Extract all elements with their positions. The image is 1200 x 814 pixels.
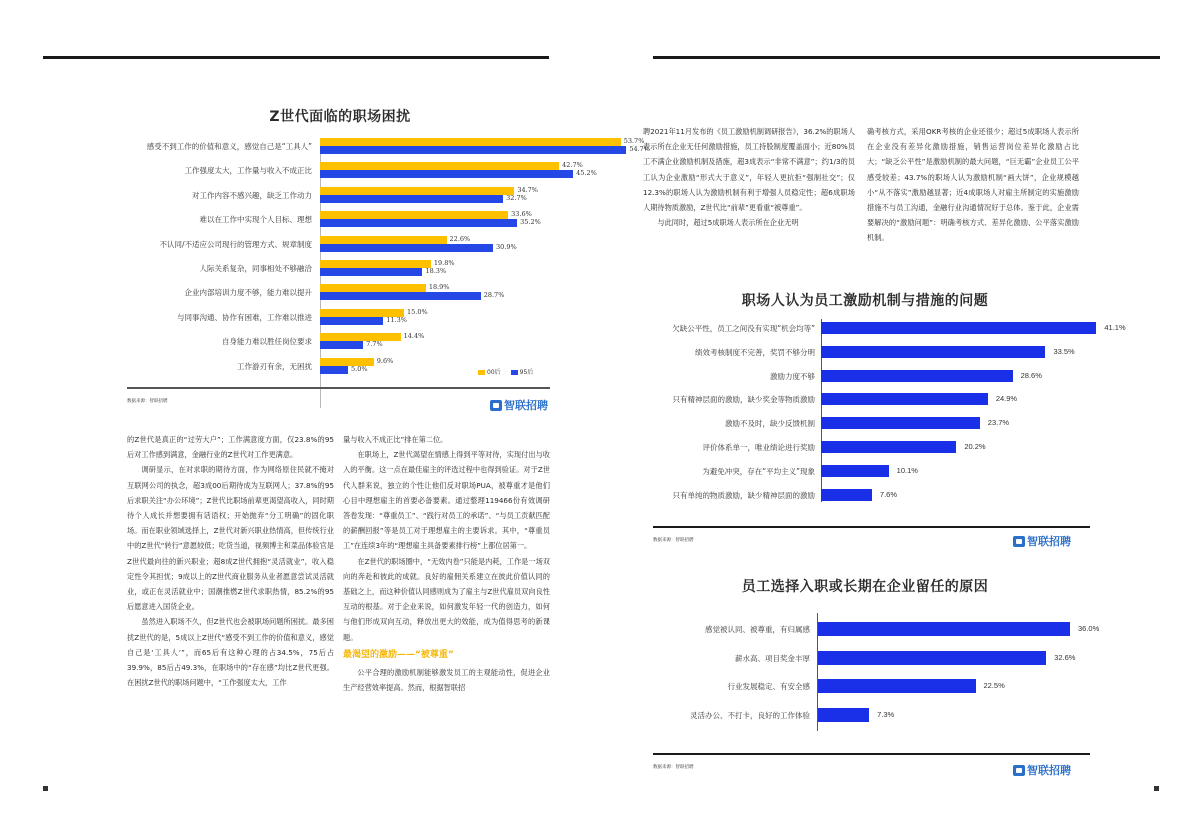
bar-label: 与同事沟通、协作有困难，工作难以推进 (177, 312, 312, 322)
bar-95 (320, 317, 383, 325)
bar-00 (320, 138, 621, 146)
paragraph: 与此同时，超过5成职场人表示所在企业无明 (657, 218, 799, 228)
bar-00 (320, 187, 514, 195)
brand-icon (1013, 765, 1025, 776)
top-rule (43, 56, 549, 59)
top-rule (653, 56, 1160, 59)
bar-value: 7.3% (877, 709, 895, 719)
bar-label: 为避免冲突，存在“平均主义”现象 (702, 466, 815, 476)
bar-value: 20.2% (964, 442, 986, 451)
brand-icon (1013, 536, 1025, 547)
bar-95 (320, 268, 422, 276)
page-number-marker (1154, 786, 1159, 791)
chart-title: Z世代面临的职场困扰 (269, 109, 411, 125)
bar (818, 708, 869, 722)
bar-00 (320, 211, 508, 219)
bar-00 (320, 236, 447, 244)
bar-value: 22.5% (983, 681, 1005, 691)
bar-value: 33.6% (511, 210, 532, 219)
paragraph: 的Z世代是真正的“过劳大户”；工作满意度方面，仅23.8%的95后对工作感到满意，金融行业的Z世代对工作更满意。 (127, 435, 334, 460)
bar-00 (320, 333, 401, 341)
brand-logo: 智联招聘 (1013, 533, 1071, 549)
bar-value: 14.4% (403, 332, 425, 341)
bar (821, 370, 1013, 382)
bar (821, 441, 956, 453)
bar-value: 22.6% (449, 234, 471, 243)
bar-label: 行业发展稳定、有安全感 (727, 682, 810, 692)
chart-retention-reasons (640, 568, 1100, 748)
bar-value: 11.3% (386, 315, 407, 324)
source-text: 数据来源：智联招聘 (653, 765, 694, 770)
legend-item-95: 95后 (511, 367, 534, 376)
right-page (600, 0, 1200, 814)
bar-value: 34.7% (517, 185, 538, 194)
bar-label: 难以在工作中实现个人目标、理想 (199, 215, 312, 225)
bar-value: 10.1% (896, 465, 918, 475)
bar-95 (320, 195, 503, 203)
article-column-2 (867, 124, 1079, 246)
chart-title: 员工选择入职或长期在企业留任的原因 (741, 579, 989, 595)
bar (818, 651, 1046, 665)
chart-incentive-mechanism-problems (640, 282, 1126, 512)
bar-value: 45.2% (576, 169, 597, 178)
bar-label: 只有精神层面的激励，缺少奖金等物质激励 (672, 395, 815, 405)
paragraph: 在Z世代的职场圈中，“无效内卷”只能是内耗，工作是一场双向的奔赴和彼此的成就。良好的雇佣关系建立在彼此价值认同的基础之上，而这种价值认同感则成为了雇主与Z世代雇员双向良性互动的根基。对于企业来说，如何激发年轻一代的创造力，如何与他们形成双向互动，释放出更大的效能，成为值得思考的新课题。 (343, 556, 550, 642)
bar-label: 自身能力难以胜任岗位要求 (222, 337, 312, 347)
bar (821, 417, 980, 429)
bar-value: 30.9% (496, 242, 517, 251)
bar-value: 19.8% (433, 259, 455, 267)
source-rule (127, 387, 550, 389)
bar (821, 346, 1045, 358)
bar-value: 53.7% (623, 137, 645, 145)
bar-00 (320, 284, 426, 292)
bar-value: 28.7% (483, 291, 505, 300)
bar-value: 33.5% (1053, 346, 1075, 356)
bar-value: 28.6% (1020, 370, 1042, 380)
bar-95 (320, 366, 348, 374)
legend-item-00: 00后 (478, 367, 501, 376)
bar-value: 18.3% (425, 267, 447, 275)
source-rule (653, 526, 1090, 528)
bar-label: 评价体系单一，唯业绩论进行奖励 (702, 443, 815, 452)
bar-label: 感觉被认同、被尊重，有归属感 (705, 625, 810, 634)
bar-value: 32.7% (506, 193, 527, 202)
paragraph: 虽然进入职场不久，但Z世代也会被职场问题所困扰。最多困扰Z世代的是，5成以上Z世代“感受不到工作的价值和意义，感觉自己是‘工具人’”，而65后有这种心理的占34.5%，75后占39.9%，85后占49.3%，在职场中的“存在感”均比Z世代更强。在困扰Z世代的职场问题中，“工作强度太大，工作 (127, 617, 334, 688)
bar-label: 只有单纯的物质激励，缺少精神层面的激励 (672, 490, 815, 500)
bar-label: 欠缺公平性，员工之间没有实现“机会均等” (672, 324, 815, 333)
bar-95 (320, 219, 517, 227)
paragraph: 聘2021年11月发布的《员工激励机制调研报告》，36.2%的职场人表示所在企业无任何激励措施，员工持股制度覆盖面小；近80%员工不满企业激励机制及措施，超3成表示“非常不满意”；约1/3的员工认为企业激励“形式大于意义”，年轻人更抗拒“强制社交”；仅12.3%的职场人认为激励机制有利于增强人员稳定性；超6成职场人期待物质激励，Z世代比“前辈”更看重“被尊重”。 (643, 127, 855, 213)
brand-logo: 智联招聘 (490, 397, 548, 413)
bar-label: 感受不到工作的价值和意义，感觉自己是“工具人” (146, 142, 312, 151)
bar-label: 工作游刃有余，无困扰 (237, 361, 312, 371)
chart-z-generation-workplace-troubles (120, 100, 650, 400)
paragraph: 调研显示，在对求职的期待方面，作为网络原住民就不掩对互联网公司的执念，超3成00后期待成为互联网人；37.8%的95后求职关注“办公环境”；Z世代比职场前辈更渴望高收入，同时期待个人成长并想要拥有话语权；开始抛弃“分工明确”的固化职场。而在职业领域选择上，Z世代对新兴职业热情高，但传统行业中的Z世代“转行”意愿较低；吃货当道，视频博主和菜品体验官是Z世代最向往的新兴职业；超8成Z世代拥抱“灵活就业”，收入稳定性令其担忧；9成以上的Z世代商业服务从业者愿意尝试灵活就业，或正在灵活就业中；国潮推燃Z世代求职热情，85.2%的95后愿意进入国货企业。 (127, 465, 334, 612)
paragraph: 公平合理的激励机制能够激发员工的主观能动性，促进企业生产经营效率提高。然而，根据智联招 (343, 667, 550, 693)
bar-label: 激励不及时，缺少反馈机制 (725, 419, 815, 429)
bar-95 (320, 244, 493, 252)
bar-value: 5.0% (351, 364, 368, 373)
bar-label: 人际关系复杂，同事相处不够融洽 (199, 264, 312, 273)
bar-value: 18.9% (428, 283, 450, 292)
paragraph: 确考核方式，采用OKR考核的企业还很少；超过5成职场人表示所在企业没有差异化激励措施，销售运营岗位差异化激励占比大；“缺乏公平性”是激励机制的最大问题，“巨无霸”企业员工公平感受较差；43.7%的职场人认为激励机制“画大饼”，企业规模越小“从不落实”激励越显著；近4成职场人对雇主所制定的实施激励措施不与员工沟通，金融行业沟通情况好于总体。鉴于此，企业需要解决的“激励问题”：明确考核方式、差异化激励、公平落实激励机制。 (867, 127, 1079, 243)
bar-00 (320, 260, 431, 268)
chart-title: 职场人认为员工激励机制与措施的问题 (741, 293, 989, 309)
source-text: 数据来源：智联招聘 (127, 399, 168, 404)
article-column-2 (343, 432, 550, 695)
bar-label: 薪水高、项目奖金丰厚 (735, 653, 810, 663)
bar-95 (320, 170, 573, 178)
article-column-1 (643, 124, 855, 230)
bar-95 (320, 341, 363, 349)
source-rule (653, 753, 1090, 755)
brand-logo: 智联招聘 (1013, 762, 1071, 778)
bar-value: 36.0% (1078, 624, 1100, 633)
bar-value: 23.7% (987, 418, 1010, 428)
bar (821, 393, 988, 405)
source-text: 数据来源：智联招聘 (653, 538, 694, 543)
page-number-marker (43, 786, 48, 791)
section-subheading: 最渴望的激励——“被尊重” (343, 649, 454, 660)
bar-label: 绩效考核制度不完善，奖罚不够分明 (695, 347, 815, 357)
article-column-1 (127, 432, 334, 690)
bar-value: 42.7% (562, 161, 583, 170)
bar (818, 622, 1070, 636)
bar-value: 35.2% (520, 218, 541, 227)
bar-value: 41.1% (1104, 323, 1126, 332)
bar-label: 灵活办公、不打卡，良好的工作体验 (690, 710, 810, 720)
bar-label: 对工作内容不感兴趣，缺乏工作动力 (192, 190, 312, 200)
bar-value: 54.7% (629, 145, 650, 153)
bar (821, 489, 872, 501)
bar-value: 15.0% (407, 307, 428, 316)
bar (818, 679, 976, 693)
brand-icon (490, 400, 502, 411)
bar-label: 不认同/不适应公司现行的管理方式、规章制度 (159, 239, 312, 249)
bar-label: 激励力度不够 (770, 371, 815, 381)
bar-value: 9.6% (376, 356, 394, 365)
bar-label: 企业内部培训力度不够，能力难以提升 (184, 288, 312, 298)
bar (821, 322, 1096, 334)
paragraph: 量与收入不成正比”排在第二位。 (343, 435, 448, 444)
bar-value: 7.7% (366, 340, 383, 349)
bar-95 (320, 146, 626, 154)
bar-00 (320, 162, 559, 170)
bar-95 (320, 292, 481, 300)
bar-value: 32.6% (1054, 652, 1076, 662)
paragraph: 在职场上，Z世代渴望在情感上得到平等对待，实现付出与收入的平衡。这一点在最佳雇主的评选过程中也得到验证。对于Z世代人群来说，独立的个性让他们反对职场PUA，被尊重才是他们心目中理想雇主的首要必备要素。通过整理119466份有效调研答卷发现：“尊重员工”、“践行对员工的承诺”、“与员工贡献匹配的薪酬回报”等是员工对于理想雇主的主要诉求。其中，“尊重员工”在连续3年的“理想雇主具备要素排行榜”上都位居第一。 (343, 450, 550, 551)
bar-value: 7.6% (879, 489, 898, 499)
bar (821, 465, 889, 477)
chart-legend (478, 367, 533, 376)
bar-label: 工作强度太大，工作量与收入不成正比 (184, 166, 312, 176)
bar-value: 24.9% (995, 394, 1018, 404)
